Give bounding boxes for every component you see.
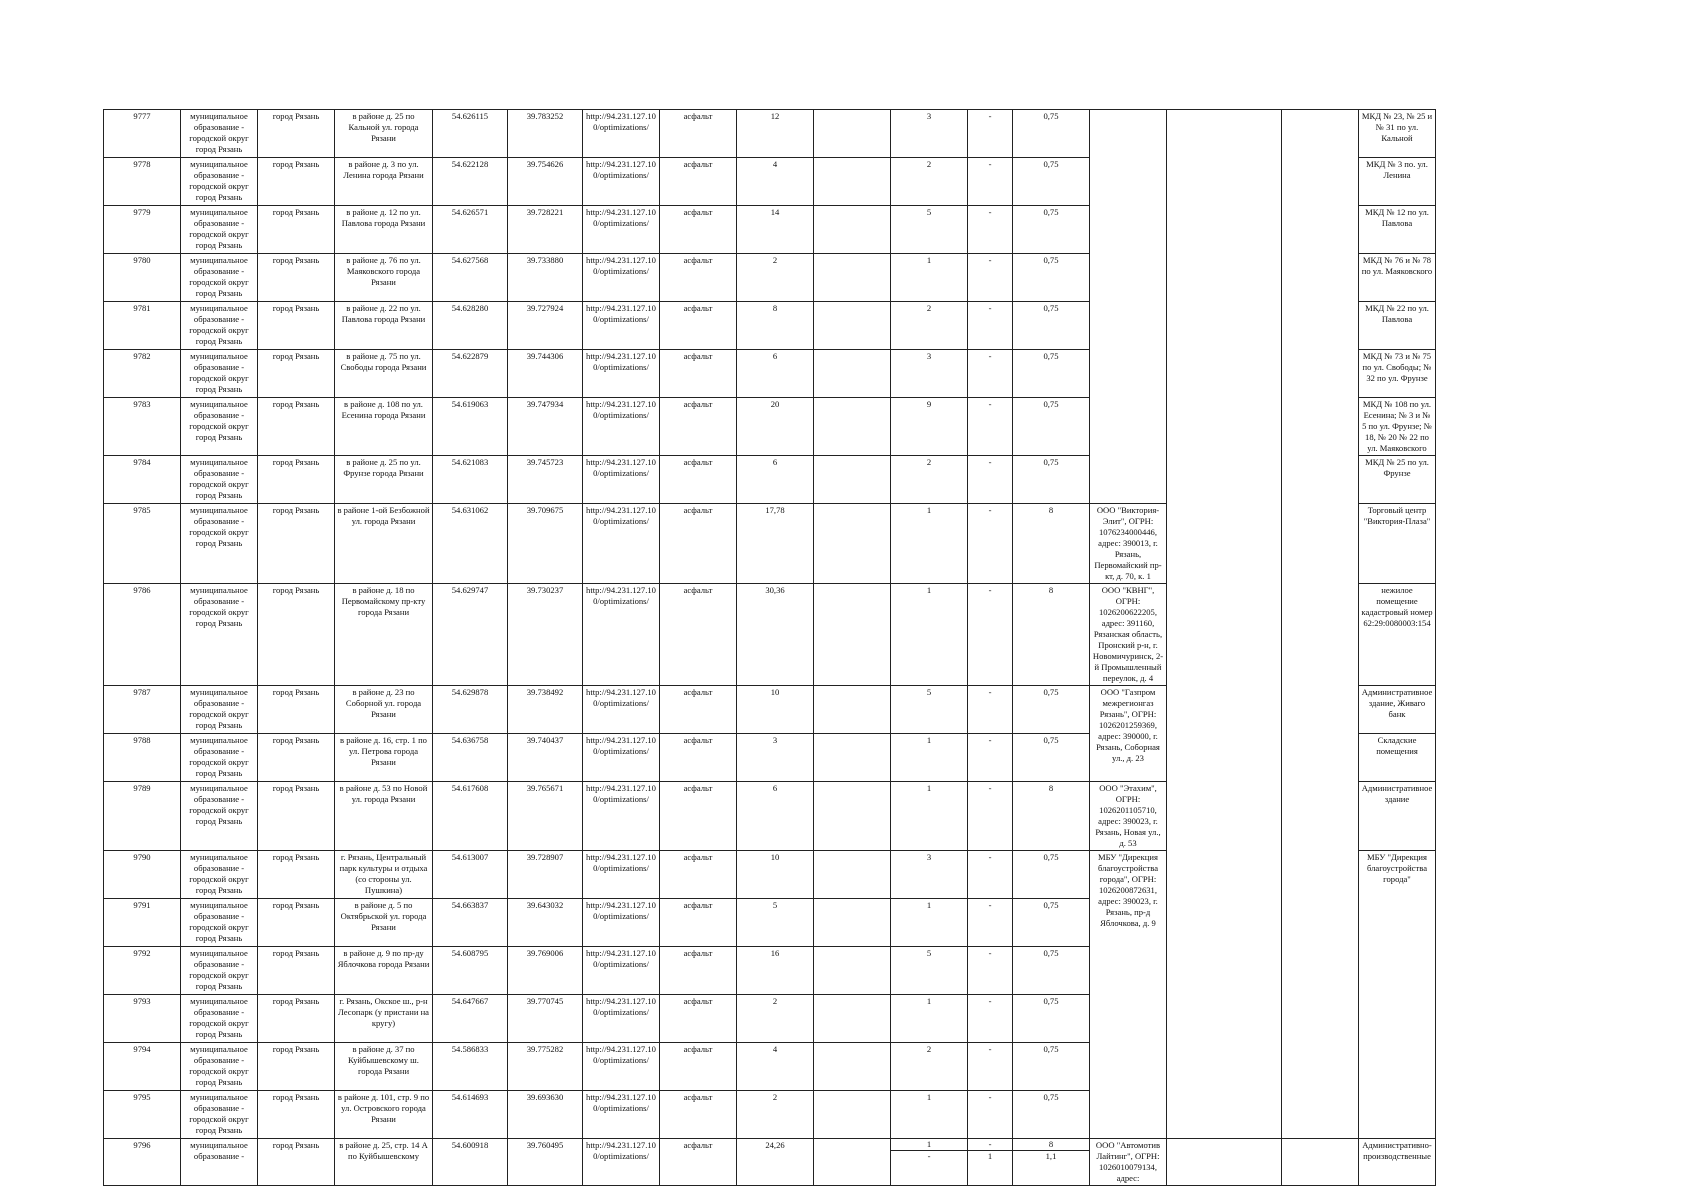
location-cell: в районе д. 23 по Соборной ул. города Рязани [335,686,433,734]
municipality-cell: муниципальное образование - городской округ город Рязань [181,584,258,686]
source-cell: МКД № 23, № 25 и № 31 по ул. Кальной [1359,110,1436,158]
volume-value: 8 [1013,1139,1089,1151]
col-12-cell: - [968,734,1013,782]
map-link-cell[interactable]: http://94.231.127.100/optimizations/ [583,851,660,899]
map-link-cell[interactable]: http://94.231.127.100/optimizations/ [583,206,660,254]
volume-cell: 0,75 [1013,350,1090,398]
map-link-cell[interactable]: http://94.231.127.100/optimizations/ [583,254,660,302]
location-cell: в районе д. 75 по ул. Свободы города Рязани [335,350,433,398]
location-cell: г. Рязань, Центральный парк культуры и отдыха (со стороны ул. Пушкина) [335,851,433,899]
volume-cell: 0,75 [1013,456,1090,504]
area-cell: 24,26 [737,1139,814,1186]
container-count-cell: 2 [891,456,968,504]
city-cell: город Рязань [258,782,335,851]
latitude-cell: 54.626115 [433,110,508,158]
row-number-cell: 9786 [104,584,181,686]
col-12-cell: - [968,456,1013,504]
col-12-cell: - [968,398,1013,456]
source-cell: Административное здание, Живаго банк [1359,686,1436,734]
surface-cell: асфальт [660,1091,737,1139]
surface-cell: асфальт [660,734,737,782]
row-number-cell: 9794 [104,1043,181,1091]
latitude-cell: 54.629878 [433,686,508,734]
city-cell: город Рязань [258,456,335,504]
col-10-cell [814,899,891,947]
map-link-cell[interactable]: http://94.231.127.100/optimizations/ [583,1091,660,1139]
col-15-cell [1167,1139,1282,1186]
row-number-cell: 9784 [104,456,181,504]
map-link-cell[interactable]: http://94.231.127.100/optimizations/ [583,350,660,398]
col-10-cell [814,995,891,1043]
surface-cell: асфальт [660,456,737,504]
city-cell: город Рязань [258,158,335,206]
latitude-cell: 54.629747 [433,584,508,686]
volume-cell: 0,75 [1013,1043,1090,1091]
source-cell: МКД № 108 по ул. Есенина; № 3 и № 5 по ул. Фрунзе; № 18, № 20 № 22 по ул. Маяковского [1359,398,1436,456]
latitude-cell: 54.631062 [433,504,508,584]
container-count-cell: 1 [891,899,968,947]
latitude-cell: 54.628280 [433,302,508,350]
col-12-cell: - [968,851,1013,899]
col-12-cell: - [968,782,1013,851]
col-10-cell [814,206,891,254]
container-count-cell: 5 [891,686,968,734]
area-cell: 8 [737,302,814,350]
col-10-cell [814,851,891,899]
city-cell: город Рязань [258,1091,335,1139]
source-cell: Торговый центр "Виктория-Плаза" [1359,504,1436,584]
municipality-cell: муниципальное образование - городской округ город Рязань [181,899,258,947]
longitude-cell: 39.747934 [508,398,583,456]
map-link-cell[interactable]: http://94.231.127.100/optimizations/ [583,584,660,686]
longitude-cell: 39.709675 [508,504,583,584]
municipality-cell: муниципальное образование - городской округ город Рязань [181,158,258,206]
table-body [104,110,1540,1186]
col-10-cell [814,398,891,456]
location-cell: в районе д. 5 по Октябрьской ул. города Рязани [335,899,433,947]
container-count-value-2: - [927,1151,931,1161]
latitude-cell: 54.626571 [433,206,508,254]
col-12-cell [968,1139,1013,1186]
col-10-cell [814,302,891,350]
col-12-cell: - [968,206,1013,254]
source-cell: Административно-производственные [1359,1139,1436,1186]
row-number-cell: 9790 [104,851,181,899]
col-10-cell [814,350,891,398]
col-12-cell: - [968,899,1013,947]
map-link-cell[interactable]: http://94.231.127.100/optimizations/ [583,1043,660,1091]
source-cell: нежилое помещение кадастровый номер 62:29:0080003:154 [1359,584,1436,686]
container-count-value: 1 [891,1139,967,1151]
volume-cell [1013,1139,1090,1186]
city-cell: город Рязань [258,302,335,350]
map-link-cell[interactable]: http://94.231.127.100/optimizations/ [583,398,660,456]
area-cell: 30,36 [737,584,814,686]
area-cell: 10 [737,686,814,734]
col-16-cell [1282,1139,1359,1186]
source-cell: МКД № 22 по ул. Павлова [1359,302,1436,350]
municipality-cell: муниципальное образование - городской округ город Рязань [181,302,258,350]
location-cell: в районе д. 12 по ул. Павлова города Рязани [335,206,433,254]
map-link-cell[interactable]: http://94.231.127.100/optimizations/ [583,899,660,947]
volume-value-2: 1,1 [1045,1151,1057,1161]
surface-cell: асфальт [660,686,737,734]
surface-cell: асфальт [660,398,737,456]
container-count-cell: 3 [891,851,968,899]
surface-cell: асфальт [660,158,737,206]
longitude-cell: 39.775282 [508,1043,583,1091]
location-cell: в районе д. 108 по ул. Есенина города Рязани [335,398,433,456]
city-cell: город Рязань [258,995,335,1043]
col-10-cell [814,1043,891,1091]
col-10-cell [814,110,891,158]
location-cell: г. Рязань, Окское ш., р-н Лесопарк (у пристани на кругу) [335,995,433,1043]
col-12-cell: - [968,110,1013,158]
owner-cell: ООО "Этахим", ОГРН: 1026201105710, адрес: 390023, г. Рязань, Новая ул., д. 53 [1090,782,1167,851]
surface-cell: асфальт [660,1139,737,1186]
surface-cell: асфальт [660,947,737,995]
source-cell: МКД № 76 и № 78 по ул. Маяковского [1359,254,1436,302]
area-cell: 3 [737,734,814,782]
col-12-cell: - [968,1091,1013,1139]
latitude-cell: 54.617608 [433,782,508,851]
surface-cell: асфальт [660,782,737,851]
volume-cell: 8 [1013,504,1090,584]
container-count-cell: 1 [891,995,968,1043]
municipality-cell: муниципальное образование - городской округ город Рязань [181,504,258,584]
row-number-cell: 9779 [104,206,181,254]
container-count-cell: 2 [891,158,968,206]
col-10-cell [814,1091,891,1139]
longitude-cell: 39.728221 [508,206,583,254]
area-cell: 6 [737,782,814,851]
city-cell: город Рязань [258,947,335,995]
area-cell: 20 [737,398,814,456]
map-link-cell[interactable]: http://94.231.127.100/optimizations/ [583,782,660,851]
municipality-cell: муниципальное образование - городской округ город Рязань [181,110,258,158]
map-link-cell[interactable]: http://94.231.127.100/optimizations/ [583,302,660,350]
location-cell: в районе д. 3 по ул. Ленина города Рязани [335,158,433,206]
longitude-cell: 39.760495 [508,1139,583,1186]
municipality-cell: муниципальное образование - городской округ город Рязань [181,1091,258,1139]
row-number-cell: 9796 [104,1139,181,1186]
area-cell: 16 [737,947,814,995]
city-cell: город Рязань [258,851,335,899]
area-cell: 2 [737,1091,814,1139]
longitude-cell: 39.765671 [508,782,583,851]
municipality-cell: муниципальное образование - городской округ город Рязань [181,206,258,254]
map-link-cell[interactable]: http://94.231.127.100/optimizations/ [583,456,660,504]
latitude-cell: 54.647667 [433,995,508,1043]
latitude-cell: 54.613007 [433,851,508,899]
map-link-cell[interactable]: http://94.231.127.100/optimizations/ [583,158,660,206]
longitude-cell: 39.754626 [508,158,583,206]
volume-cell: 0,75 [1013,851,1090,899]
row-number-cell: 9791 [104,899,181,947]
city-cell: город Рязань [258,254,335,302]
latitude-cell: 54.608795 [433,947,508,995]
registry-table [103,109,1540,1186]
col-10-cell [814,584,891,686]
col-10-cell [814,1139,891,1186]
city-cell: город Рязань [258,1139,335,1186]
container-count-cell [891,1139,968,1186]
owner-cell: ООО "КВНГ", ОГРН: 1026200622205, адрес: 391160, Рязанская область, Пронский р-н, г. Новомичуринск, 2-й Промышленный переулок, д. 4 [1090,584,1167,686]
municipality-cell: муниципальное образование - городской округ город Рязань [181,456,258,504]
volume-cell: 0,75 [1013,158,1090,206]
volume-cell: 0,75 [1013,686,1090,734]
volume-cell: 0,75 [1013,206,1090,254]
volume-cell: 0,75 [1013,110,1090,158]
col-10-cell [814,504,891,584]
container-count-cell: 5 [891,206,968,254]
map-link-cell[interactable]: http://94.231.127.100/optimizations/ [583,110,660,158]
area-cell: 14 [737,206,814,254]
location-cell: в районе д. 25, стр. 14 А по Куйбышевскому [335,1139,433,1186]
municipality-cell: муниципальное образование - городской округ город Рязань [181,1043,258,1091]
col-12-cell: - [968,350,1013,398]
surface-cell: асфальт [660,899,737,947]
surface-cell: асфальт [660,110,737,158]
col-12-value: - [968,1139,1012,1151]
col-12-value-2: 1 [987,1151,993,1161]
container-count-cell: 1 [891,584,968,686]
row-number-cell: 9780 [104,254,181,302]
location-cell: в районе д. 22 по ул. Павлова города Рязани [335,302,433,350]
source-cell: МБУ "Дирекция благоустройства города" [1359,851,1436,1139]
volume-cell: 0,75 [1013,899,1090,947]
owner-cell: ООО "Автомотив Лайтинг", ОГРН: 1026010079134, адрес: [1090,1139,1167,1186]
municipality-cell: муниципальное образование - городской округ город Рязань [181,782,258,851]
municipality-cell: муниципальное образование - городской округ город Рязань [181,398,258,456]
location-cell: в районе д. 25 по ул. Фрунзе города Рязани [335,456,433,504]
row-number-cell: 9789 [104,782,181,851]
container-count-cell: 3 [891,110,968,158]
col-15-cell [1167,110,1282,1139]
col-16-cell [1282,110,1359,1139]
map-link-cell[interactable]: http://94.231.127.100/optimizations/ [583,1139,660,1186]
volume-cell: 0,75 [1013,734,1090,782]
map-link-cell[interactable]: http://94.231.127.100/optimizations/ [583,686,660,734]
col-10-cell [814,686,891,734]
city-cell: город Рязань [258,899,335,947]
col-12-cell: - [968,302,1013,350]
container-count-cell: 2 [891,1043,968,1091]
latitude-cell: 54.586833 [433,1043,508,1091]
volume-cell: 0,75 [1013,947,1090,995]
col-10-cell [814,947,891,995]
map-link-cell[interactable]: http://94.231.127.100/optimizations/ [583,995,660,1043]
container-count-cell: 1 [891,254,968,302]
area-cell: 5 [737,899,814,947]
container-count-cell: 1 [891,1091,968,1139]
latitude-cell: 54.621083 [433,456,508,504]
volume-cell: 0,75 [1013,254,1090,302]
latitude-cell: 54.627568 [433,254,508,302]
area-cell: 10 [737,851,814,899]
col-12-cell: - [968,504,1013,584]
row-number-cell: 9778 [104,158,181,206]
city-cell: город Рязань [258,1043,335,1091]
city-cell: город Рязань [258,398,335,456]
city-cell: город Рязань [258,734,335,782]
longitude-cell: 39.744306 [508,350,583,398]
container-count-cell: 5 [891,947,968,995]
longitude-cell: 39.643032 [508,899,583,947]
location-cell: в районе 1-ой Безбожной ул. города Рязани [335,504,433,584]
document-sheet [103,109,1513,1186]
col-10-cell [814,456,891,504]
table-row [104,1139,1540,1186]
municipality-cell: муниципальное образование - городской округ город Рязань [181,254,258,302]
longitude-cell: 39.740437 [508,734,583,782]
source-cell: Складские помещения [1359,734,1436,782]
col-12-cell: - [968,254,1013,302]
area-cell: 4 [737,158,814,206]
col-10-cell [814,158,891,206]
location-cell: в районе д. 53 по Новой ул. города Рязани [335,782,433,851]
longitude-cell: 39.770745 [508,995,583,1043]
map-link-cell[interactable]: http://94.231.127.100/optimizations/ [583,947,660,995]
location-cell: в районе д. 25 по Кальной ул. города Рязани [335,110,433,158]
area-cell: 2 [737,254,814,302]
city-cell: город Рязань [258,504,335,584]
municipality-cell: муниципальное образование - городской округ город Рязань [181,947,258,995]
longitude-cell: 39.727924 [508,302,583,350]
location-cell: в районе д. 18 по Первомайскому пр-кту города Рязани [335,584,433,686]
row-number-cell: 9785 [104,504,181,584]
source-cell: МКД № 25 по ул. Фрунзе [1359,456,1436,504]
row-number-cell: 9788 [104,734,181,782]
city-cell: город Рязань [258,584,335,686]
location-cell: в районе д. 101, стр. 9 по ул. Островского города Рязани [335,1091,433,1139]
owner-cell: ООО "Виктория-Элит", ОГРН: 1076234000446, адрес: 390013, г. Рязань, Первомайский пр-кт, д. 70, к. 1 [1090,504,1167,584]
container-count-cell: 9 [891,398,968,456]
container-count-cell: 1 [891,734,968,782]
col-10-cell [814,254,891,302]
row-number-cell: 9795 [104,1091,181,1139]
municipality-cell: муниципальное образование - городской округ город Рязань [181,350,258,398]
container-count-cell: 2 [891,302,968,350]
col-12-cell: - [968,686,1013,734]
municipality-cell: муниципальное образование - городской округ город Рязань [181,734,258,782]
surface-cell: асфальт [660,851,737,899]
longitude-cell: 39.730237 [508,584,583,686]
location-cell: в районе д. 16, стр. 1 по ул. Петрова города Рязани [335,734,433,782]
row-number-cell: 9777 [104,110,181,158]
municipality-cell: муниципальное образование - городской округ город Рязань [181,851,258,899]
city-cell: город Рязань [258,110,335,158]
col-10-cell [814,734,891,782]
area-cell: 4 [737,1043,814,1091]
longitude-cell: 39.745723 [508,456,583,504]
volume-cell: 0,75 [1013,1091,1090,1139]
longitude-cell: 39.693630 [508,1091,583,1139]
longitude-cell: 39.738492 [508,686,583,734]
longitude-cell: 39.728907 [508,851,583,899]
source-cell: МКД № 3 по. ул. Ленина [1359,158,1436,206]
col-12-cell: - [968,584,1013,686]
city-cell: город Рязань [258,206,335,254]
volume-cell: 8 [1013,782,1090,851]
row-number-cell: 9793 [104,995,181,1043]
map-link-cell[interactable]: http://94.231.127.100/optimizations/ [583,734,660,782]
surface-cell: асфальт [660,254,737,302]
volume-cell: 0,75 [1013,398,1090,456]
row-number-cell: 9782 [104,350,181,398]
row-number-cell: 9781 [104,302,181,350]
latitude-cell: 54.622879 [433,350,508,398]
area-cell: 12 [737,110,814,158]
latitude-cell: 54.619063 [433,398,508,456]
col-12-cell: - [968,947,1013,995]
area-cell: 6 [737,456,814,504]
source-cell: Административное здание [1359,782,1436,851]
longitude-cell: 39.733880 [508,254,583,302]
surface-cell: асфальт [660,302,737,350]
volume-cell: 8 [1013,584,1090,686]
col-12-cell: - [968,158,1013,206]
longitude-cell: 39.783252 [508,110,583,158]
city-cell: город Рязань [258,350,335,398]
latitude-cell: 54.600918 [433,1139,508,1186]
map-link-cell[interactable]: http://94.231.127.100/optimizations/ [583,504,660,584]
latitude-cell: 54.622128 [433,158,508,206]
table-row [104,110,1540,158]
container-count-cell: 3 [891,350,968,398]
longitude-cell: 39.769006 [508,947,583,995]
col-10-cell [814,782,891,851]
municipality-cell: муниципальное образование - городской округ город Рязань [181,995,258,1043]
surface-cell: асфальт [660,584,737,686]
col-12-cell: - [968,1043,1013,1091]
area-cell: 17,78 [737,504,814,584]
latitude-cell: 54.636758 [433,734,508,782]
municipality-cell: муниципальное образование - [181,1139,258,1186]
area-cell: 2 [737,995,814,1043]
location-cell: в районе д. 76 по ул. Маяковского города Рязани [335,254,433,302]
row-number-cell: 9783 [104,398,181,456]
container-count-cell: 1 [891,782,968,851]
volume-cell: 0,75 [1013,995,1090,1043]
source-cell: МКД № 73 и № 75 по ул. Свободы; № 32 по ул. Фрунзе [1359,350,1436,398]
surface-cell: асфальт [660,504,737,584]
location-cell: в районе д. 9 по пр-ду Яблочкова города Рязани [335,947,433,995]
city-cell: город Рязань [258,686,335,734]
container-count-cell: 1 [891,504,968,584]
volume-cell: 0,75 [1013,302,1090,350]
latitude-cell: 54.663837 [433,899,508,947]
latitude-cell: 54.614693 [433,1091,508,1139]
row-number-cell: 9787 [104,686,181,734]
source-cell: МКД № 12 по ул. Павлова [1359,206,1436,254]
owner-cell: МБУ "Дирекция благоустройства города", ОГРН: 1026200872631, адрес: 390023, г. Рязань, пр-д Яблочкова, д. 9 [1090,851,1167,1139]
col-12-cell: - [968,995,1013,1043]
row-number-cell: 9792 [104,947,181,995]
owner-cell: ООО "Газпром межрегионгаз Рязань", ОГРН: 1026201259369, адрес: 390000, г. Рязань, Соборная ул., д. 23 [1090,686,1167,782]
surface-cell: асфальт [660,995,737,1043]
surface-cell: асфальт [660,206,737,254]
location-cell: в районе д. 37 по Куйбышевскому ш. города Рязани [335,1043,433,1091]
owner-cell [1090,110,1167,504]
surface-cell: асфальт [660,350,737,398]
area-cell: 6 [737,350,814,398]
municipality-cell: муниципальное образование - городской округ город Рязань [181,686,258,734]
surface-cell: асфальт [660,1043,737,1091]
